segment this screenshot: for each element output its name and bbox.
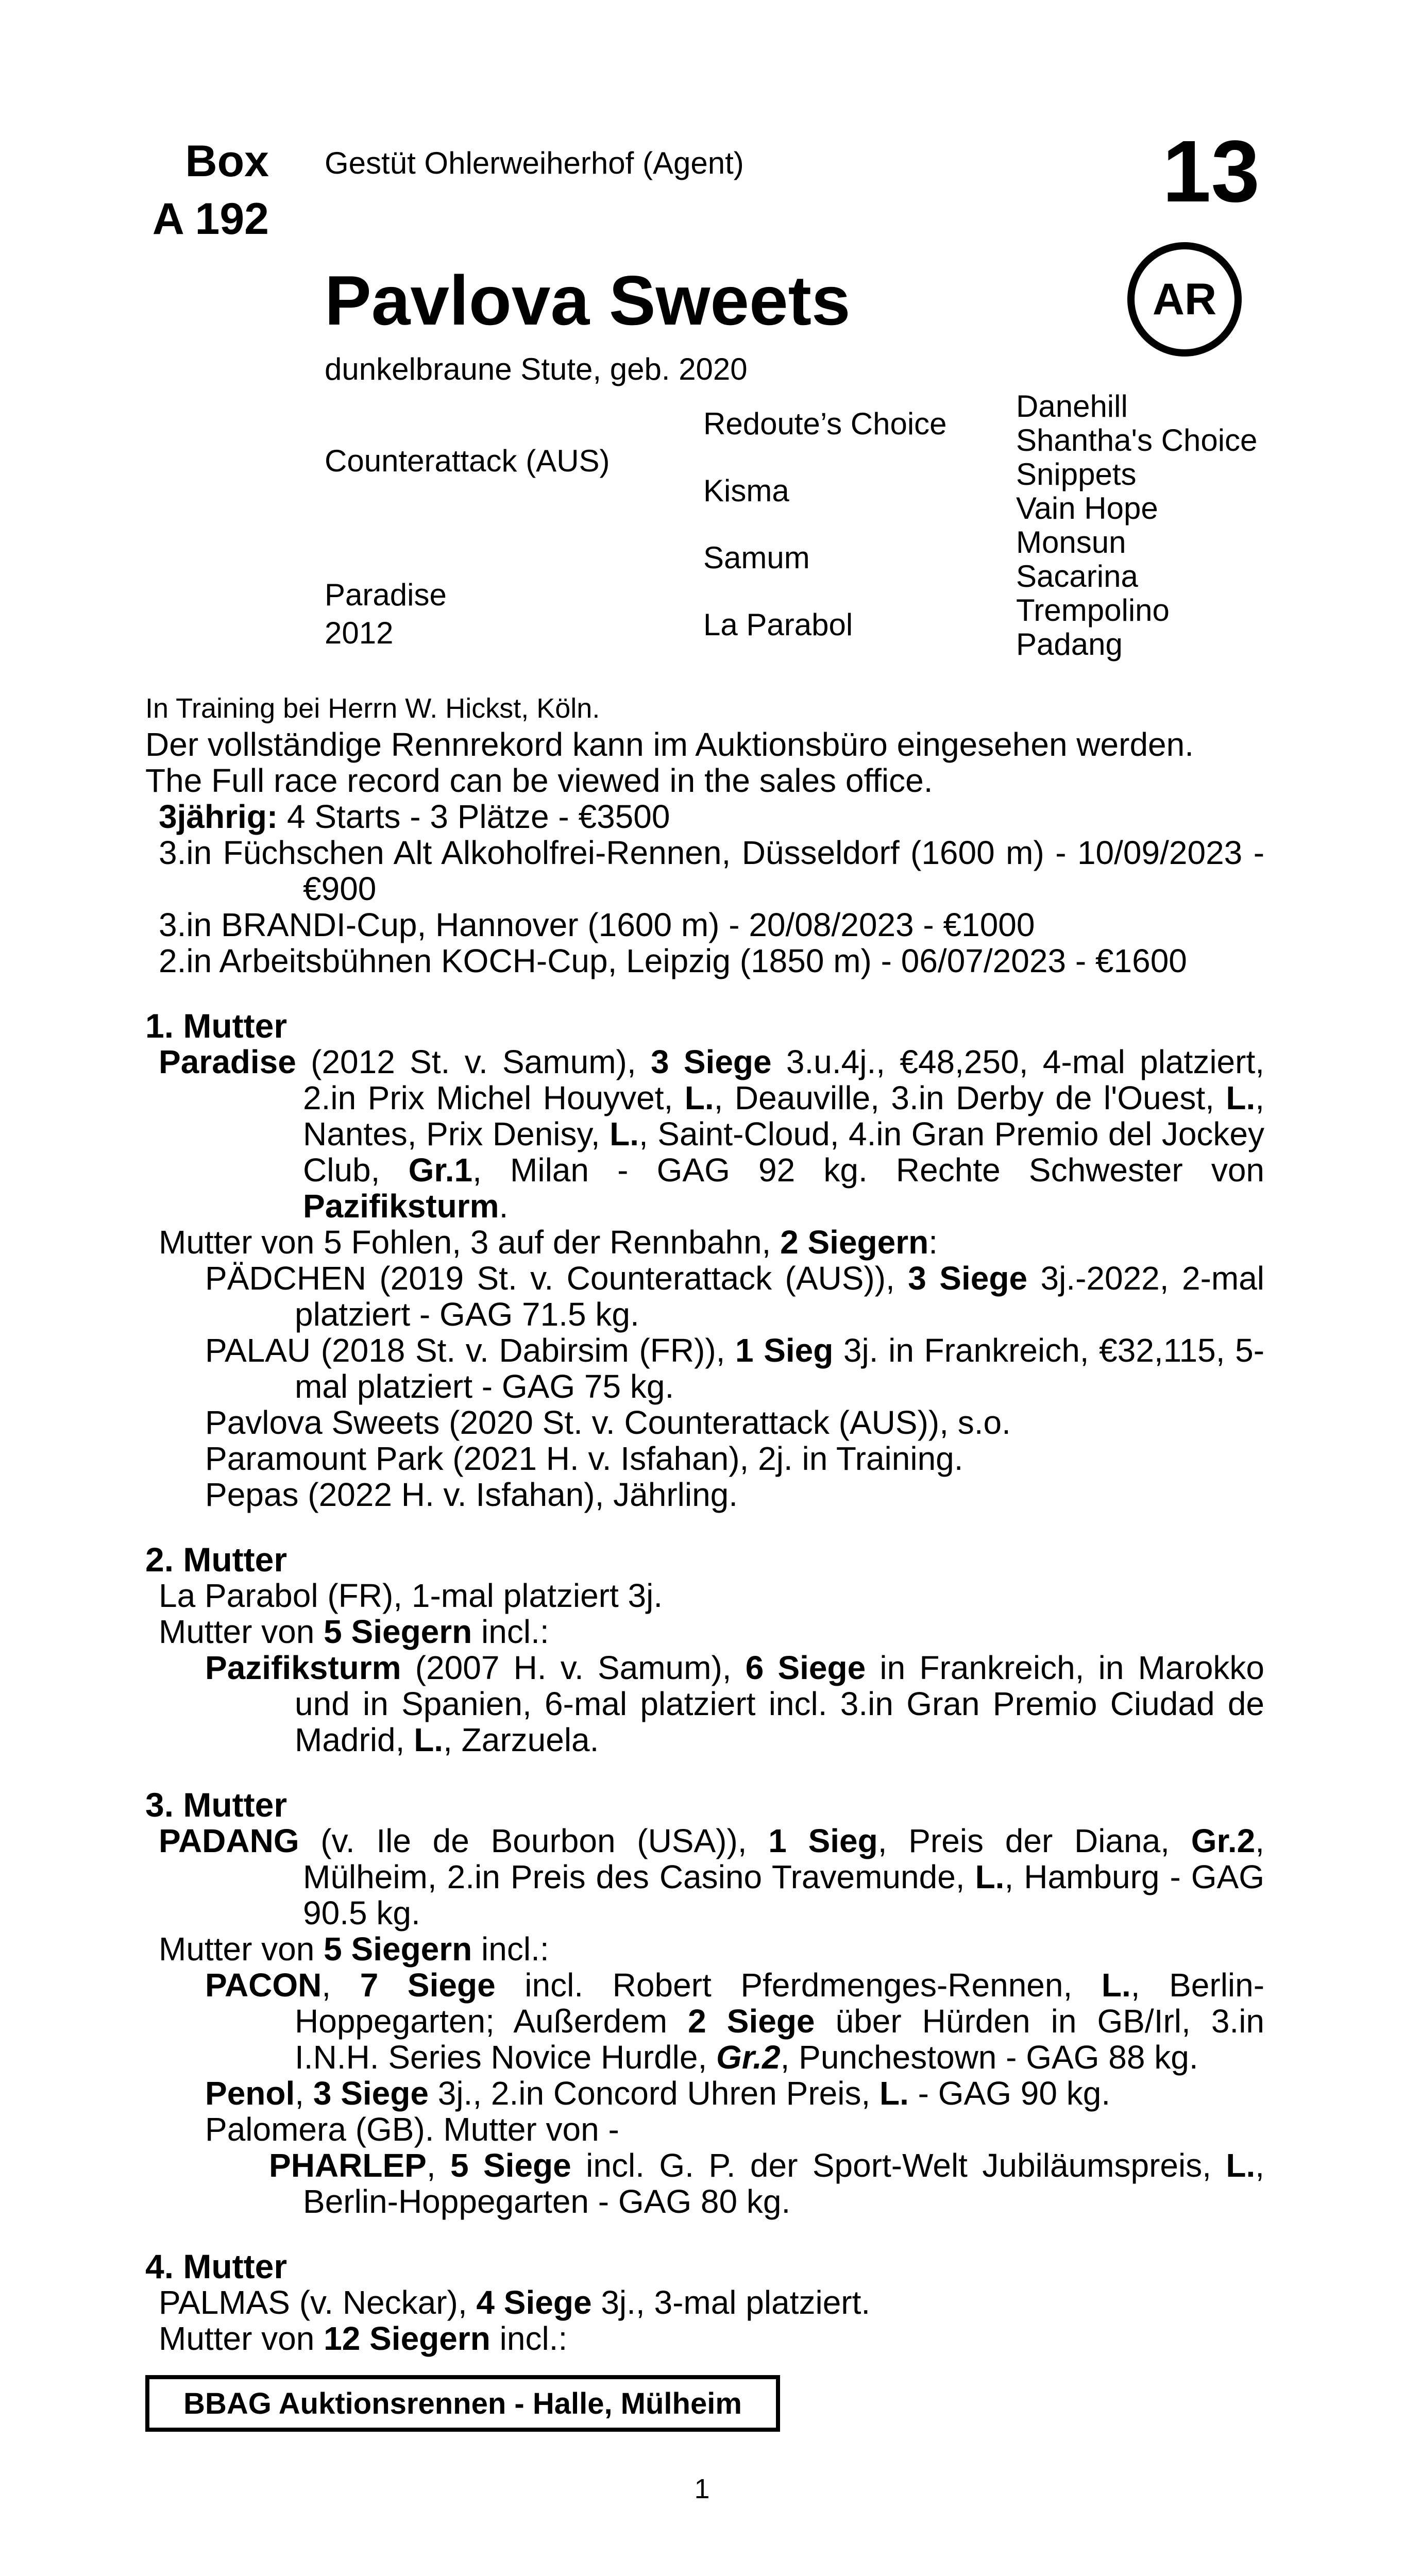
dam4-entry: PALMAS (v. Neckar), 4 Siege 3j., 3-mal platziert. [159,2284,871,2321]
dam2-offspring: Pazifiksturm (2007 H. v. Samum), 6 Siege in Frankreich, in Marokko und in Spanien, 6-mal platziert incl. 3.in Gran Premio Ciudad de Madrid, L., Zarzuela. [205,1649,1265,1758]
pedigree-sire: Counterattack (AUS) [325,444,610,478]
dam2-heading: 2. Mutter [145,1540,287,1579]
pedigree-g1: Danehill [1016,389,1128,423]
dam3-offspring: PACON, 7 Siege incl. Robert Pferdmenges-Rennen, L., Berlin-Hoppegarten; Außerdem 2 Siege über Hürden in GB/Irl, 3.in I.N.H. Series Novice Hurdle, Gr.2, Punchestown - GAG 88 kg. [205,1967,1265,2076]
dam1-heading: 1. Mutter [145,1007,287,1045]
dam1-foal: Pavlova Sweets (2020 St. v. Counterattack (AUS)), s.o. [205,1404,1011,1441]
pedigree-dam-sire: Samum [703,540,810,575]
dam3-produce: Mutter von 5 Siegern incl.: [159,1930,549,1968]
ar-badge-label: AR [1152,274,1217,324]
dam2-entry: La Parabol (FR), 1-mal platziert 3j. [159,1577,663,1614]
dam1-name: Paradise [159,1043,296,1080]
pedigree-g4: Vain Hope [1016,491,1158,526]
dam3-offspring: Penol, 3 Siege 3j., 2.in Concord Uhren Preis, L. - GAG 90 kg. [205,2075,1111,2112]
dam4-produce: Mutter von 12 Siegern incl.: [159,2320,568,2357]
pedigree-g7: Trempolino [1016,593,1170,628]
dam3-heading: 3. Mutter [145,1786,287,1824]
dam1-foal: Pepas (2022 H. v. Isfahan), Jährling. [205,1476,738,1513]
pedigree-g8: Padang [1016,627,1123,662]
pedigree-g5: Monsun [1016,525,1126,560]
race-record-entry: 3.in Füchschen Alt Alkoholfrei-Rennen, Düsseldorf (1600 m) - 10/09/2023 - €900 [159,834,1264,907]
box-label: Box [185,137,269,186]
record-note-de: Der vollständige Rennrekord kann im Auktionsbüro eingesehen werden. [145,726,1194,763]
training-note: In Training bei Herrn W. Hickst, Köln. [145,693,600,724]
race-record-age: 3jährig: [159,798,278,835]
pedigree-dam-year: 2012 [325,616,394,650]
dam3-entry: PADANG (v. Ile de Bourbon (USA)), 1 Sieg, Preis der Diana, Gr.2, Mülheim, 2.in Preis des Casino Travemunde, L., Hamburg - GAG 90.5 kg. [159,1822,1265,1931]
dam1-foal: PÄDCHEN (2019 St. v. Counterattack (AUS)), 3 Siege 3j.-2022, 2-mal platziert - GAG 71.5 kg. [205,1260,1265,1333]
horse-description: dunkelbraune Stute, geb. 2020 [325,352,748,386]
dam1-produce: Mutter von 5 Fohlen, 3 auf der Rennbahn, 2 Siegern: [159,1224,938,1261]
page-number: 1 [694,2473,710,2504]
pedigree-sire-sire: Redoute’s Choice [703,406,947,441]
horse-name: Pavlova Sweets [325,261,851,340]
dam3-offspring: Palomera (GB). Mutter von - [205,2111,619,2148]
pedigree-dam-dam: La Parabol [703,607,853,642]
ar-badge [1127,242,1242,357]
race-record-entry: 3.in BRANDI-Cup, Hannover (1600 m) - 20/08/2023 - €1000 [159,906,1035,943]
consignor: Gestüt Ohlerweiherhof (Agent) [325,146,744,180]
pedigree-g2: Shantha's Choice [1016,423,1258,457]
race-record-summary [145,799,1264,835]
auction-race-box [145,2375,780,2432]
box-number: A 192 [152,194,269,244]
record-note-en: The Full race record can be viewed in the sales office. [145,762,933,799]
race-record-entry: 2.in Arbeitsbühnen KOCH-Cup, Leipzig (1850 m) - 06/07/2023 - €1600 [159,942,1187,979]
dam4-heading: 4. Mutter [145,2247,287,2285]
catalogue-body [145,690,1264,2357]
auction-race-label: BBAG Auktionsrennen - Halle, Mülheim [183,2386,742,2420]
dam1-foal: PALAU (2018 St. v. Dabirsim (FR)), 1 Sieg 3j. in Frankreich, €32,115, 5-mal platziert - GAG 75 kg. [205,1332,1265,1405]
lot-number: 13 [1162,123,1260,221]
pedigree-g3: Snippets [1016,457,1137,492]
race-record-stats: 4 Starts - 3 Plätze - €3500 [278,798,670,835]
dam2-produce: Mutter von 5 Siegern incl.: [159,1613,549,1650]
pedigree-g6: Sacarina [1016,559,1138,594]
pedigree-sire-dam: Kisma [703,473,789,508]
dam1-foal: Paramount Park (2021 H. v. Isfahan), 2j. in Training. [205,1440,963,1477]
pedigree-dam: Paradise [325,578,447,612]
dam1-entry: Paradise (2012 St. v. Samum), 3 Siege 3.u.4j., €48,250, 4-mal platziert, 2.in Prix Michel Houyvet, L., Deauville, 3.in Derby de l'Ouest, L., Nantes, Prix Denisy, L., Saint-Cloud, 4.in Gran Premio del Jockey Club, Gr.1, Milan - GAG 92 kg. Rechte Schwester von Pazifiksturm. [159,1043,1265,1225]
dam3-grand-offspring: PHARLEP, 5 Siege incl. G. P. der Sport-Welt Jubiläumspreis, L., Berlin-Hoppegarten - GAG 80 kg. [269,2147,1265,2220]
